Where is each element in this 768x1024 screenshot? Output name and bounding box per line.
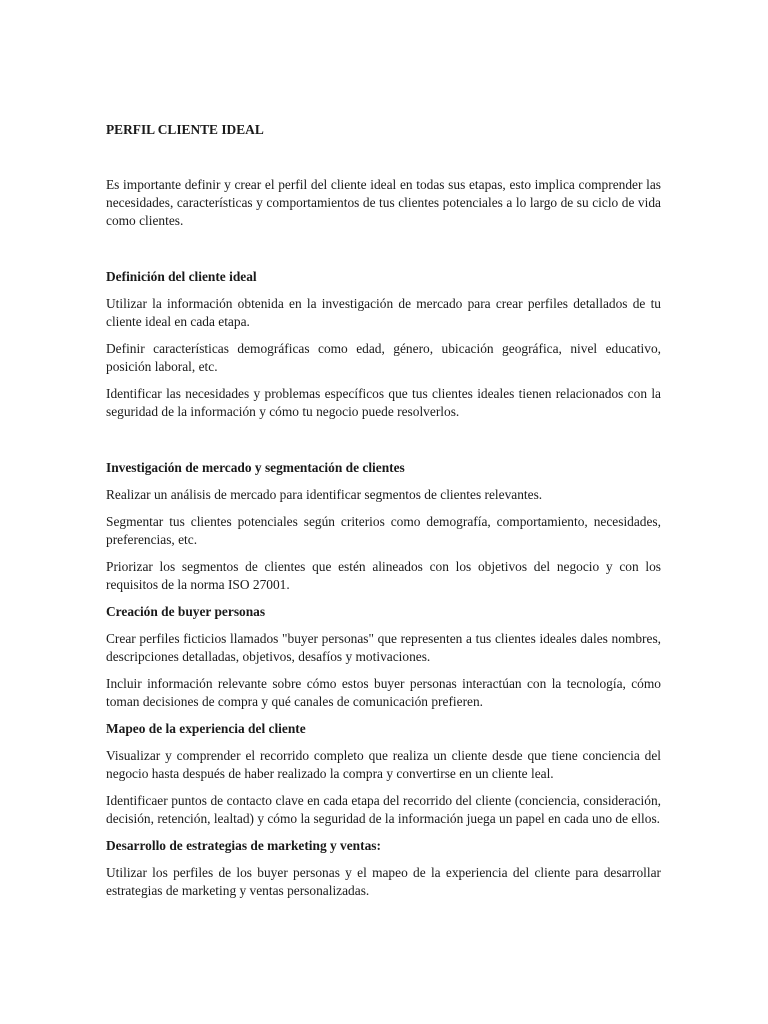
- section-paragraph: Utilizar la información obtenida en la investigación de mercado para crear perfiles detallados de tu cliente ideal en cada etapa.: [106, 296, 661, 329]
- section-paragraph: Crear perfiles ficticios llamados "buyer personas" que representen a tus clientes ideales dales nombres, descripciones detalladas, objetivos, desafíos y motivaciones.: [106, 631, 661, 664]
- section-heading: Desarrollo de estrategias de marketing y ventas:: [106, 838, 381, 853]
- section-paragraph: Identificar las necesidades y problemas específicos que tus clientes ideales tienen relacionados con la seguridad de la información y cómo tu negocio puede resolverlos.: [106, 386, 661, 419]
- section-buyer-personas: [106, 603, 661, 711]
- section-paragraph: Definir características demográficas como edad, género, ubicación geográfica, nivel educativo, posición laboral, etc.: [106, 341, 661, 374]
- section-heading: Mapeo de la experiencia del cliente: [106, 721, 306, 736]
- section-paragraph: Identificaer puntos de contacto clave en cada etapa del recorrido del cliente (conciencia, consideración, decisión, retención, lealtad) y cómo la seguridad de la información juega un papel en cada uno de ellos.: [106, 793, 661, 826]
- section-heading: Creación de buyer personas: [106, 604, 266, 619]
- document-page: [106, 121, 661, 900]
- intro-paragraph: Es importante definir y crear el perfil del cliente ideal en todas sus etapas, esto implica comprender las necesidades, características y comportamientos de tus clientes potenciales a lo largo de su ciclo de vida como clientes.: [106, 177, 661, 228]
- section-paragraph: Realizar un análisis de mercado para identificar segmentos de clientes relevantes.: [106, 487, 543, 502]
- section-paragraph: Incluir información relevante sobre cómo estos buyer personas interactúan con la tecnología, cómo toman decisiones de compra y qué canales de comunicación prefieren.: [106, 676, 661, 709]
- section-investigacion-mercado: [106, 459, 661, 594]
- section-paragraph: Visualizar y comprender el recorrido completo que realiza un cliente desde que tiene conciencia del negocio hasta después de haber realizado la compra y convertirse en un cliente leal.: [106, 748, 661, 781]
- section-paragraph: Segmentar tus clientes potenciales según criterios como demografía, comportamiento, necesidades, preferencias, etc.: [106, 514, 661, 547]
- document-title: PERFIL CLIENTE IDEAL: [106, 122, 264, 137]
- section-paragraph: Priorizar los segmentos de clientes que estén alineados con los objetivos del negocio y con los requisitos de la norma ISO 27001.: [106, 559, 661, 592]
- section-heading: Definición del cliente ideal: [106, 269, 257, 284]
- section-heading: Investigación de mercado y segmentación de clientes: [106, 460, 405, 475]
- section-definicion-cliente-ideal: [106, 268, 661, 421]
- section-mapeo-experiencia: [106, 720, 661, 828]
- section-estrategias-marketing: [106, 837, 661, 900]
- section-paragraph: Utilizar los perfiles de los buyer personas y el mapeo de la experiencia del cliente para desarrollar estrategias de marketing y ventas personalizadas.: [106, 865, 661, 898]
